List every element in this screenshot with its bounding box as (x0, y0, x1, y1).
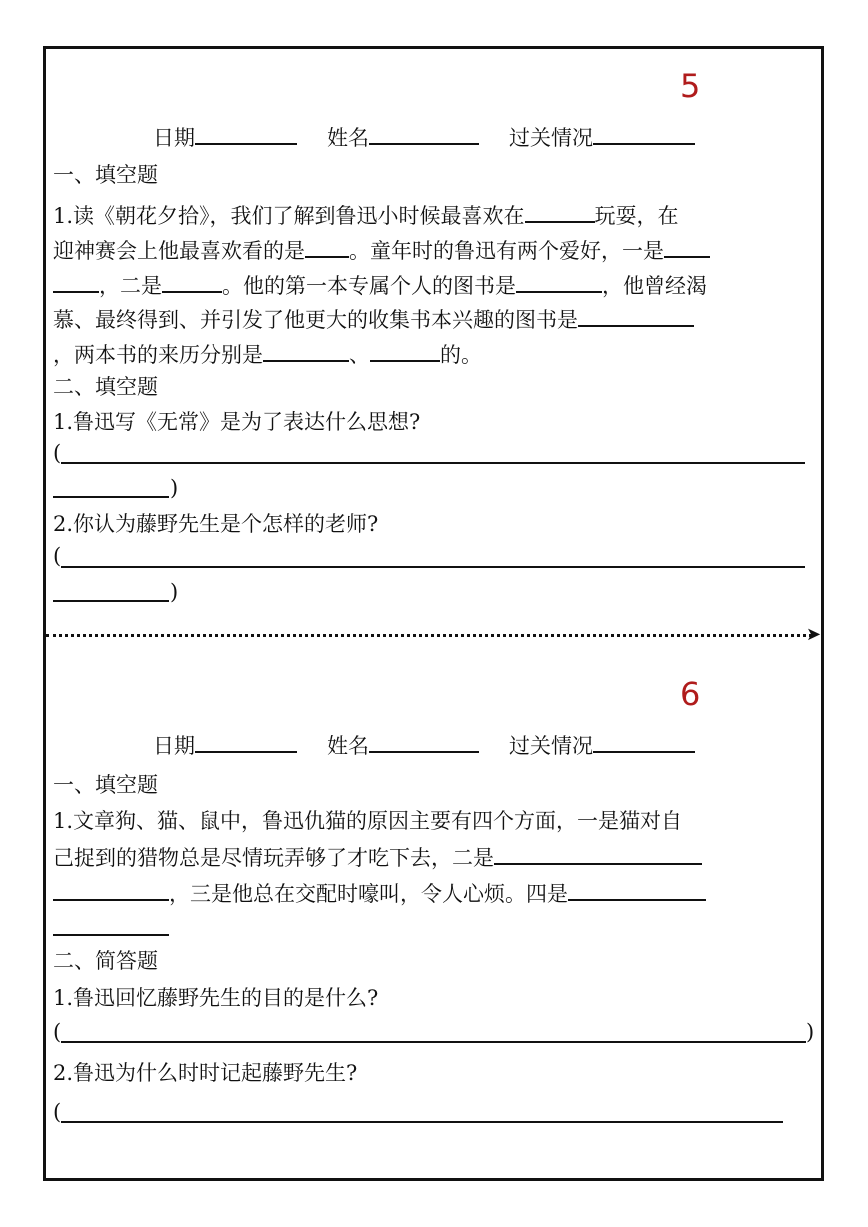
answer-blank[interactable] (568, 879, 706, 901)
answer-line[interactable] (61, 566, 805, 568)
status-field[interactable] (509, 123, 695, 151)
card-number: 6 (680, 675, 701, 713)
open-paren: ( (53, 441, 62, 465)
question-line: 慕、最终得到、并引发了他更大的收集书本兴趣的图书是 (53, 305, 694, 333)
name-field[interactable] (327, 731, 479, 759)
answer-line[interactable] (61, 462, 805, 464)
question-line: ，两本书的来历分别是 、 的。 (53, 340, 482, 368)
date-blank[interactable] (195, 123, 297, 145)
answer-line[interactable] (61, 1041, 806, 1043)
answer-blank[interactable] (53, 271, 99, 293)
status-blank[interactable] (593, 731, 695, 753)
date-blank[interactable] (195, 731, 297, 753)
answer-blank[interactable] (516, 271, 602, 293)
open-paren: ( (53, 1100, 62, 1124)
answer-line[interactable] (53, 600, 169, 602)
date-label: 日期 (153, 734, 195, 758)
section-title: 二、填空题 (53, 375, 158, 399)
question-text: 1.鲁迅写《无常》是为了表达什么思想? (53, 410, 421, 434)
answer-blank[interactable] (494, 843, 702, 865)
status-label: 过关情况 (509, 734, 593, 758)
question-text: 2.你认为藤野先生是个怎样的老师? (53, 512, 379, 536)
date-field[interactable] (153, 123, 297, 151)
answer-blank[interactable] (162, 271, 222, 293)
open-paren: ( (53, 1020, 62, 1044)
date-field[interactable] (153, 731, 297, 759)
answer-blank[interactable] (370, 340, 440, 362)
section-title: 二、简答题 (53, 949, 158, 973)
question-text: 2.鲁迅为什么时时记起藤野先生? (53, 1061, 358, 1085)
arrow-right-icon: ➤ (806, 624, 822, 645)
close-paren: ) (170, 580, 179, 604)
date-label: 日期 (153, 126, 195, 150)
status-label: 过关情况 (509, 126, 593, 150)
status-field[interactable] (509, 731, 695, 759)
section-title: 一、填空题 (53, 163, 158, 187)
answer-blank[interactable] (664, 236, 710, 258)
cut-line (46, 634, 812, 637)
question-line: 1.文章狗、猫、鼠中，鲁迅仇猫的原因主要有四个方面，一是猫对自 (53, 809, 683, 833)
name-label: 姓名 (327, 126, 369, 150)
status-blank[interactable] (593, 123, 695, 145)
section-title: 一、填空题 (53, 773, 158, 797)
name-label: 姓名 (327, 734, 369, 758)
answer-blank[interactable] (263, 340, 349, 362)
card-number: 5 (680, 67, 701, 105)
name-field[interactable] (327, 123, 479, 151)
question-line: ，三是他总在交配时嚎叫，令人心烦。四是 (53, 879, 706, 907)
question-text: 1.鲁迅回忆藤野先生的目的是什么? (53, 986, 379, 1010)
answer-line[interactable] (61, 1121, 783, 1123)
answer-blank[interactable] (578, 305, 694, 327)
question-line: 1.读《朝花夕拾》，我们了解到鲁迅小时候最喜欢在 玩耍，在 (53, 201, 679, 229)
answer-line[interactable] (53, 496, 169, 498)
answer-blank[interactable] (305, 236, 349, 258)
answer-blank[interactable] (53, 879, 169, 901)
close-paren: ) (170, 476, 179, 500)
answer-line[interactable] (53, 934, 169, 936)
open-paren: ( (53, 544, 62, 568)
question-line: 己捉到的猎物总是尽情玩弄够了才吃下去，二是 (53, 843, 702, 871)
close-paren: ) (806, 1020, 815, 1044)
name-blank[interactable] (369, 123, 479, 145)
answer-blank[interactable] (525, 201, 595, 223)
question-line: ，二是 。他的第一本专属个人的图书是 ，他曾经渴 (53, 271, 707, 299)
name-blank[interactable] (369, 731, 479, 753)
question-line: 迎神赛会上他最喜欢看的是 。童年时的鲁迅有两个爱好，一是 (53, 236, 710, 264)
